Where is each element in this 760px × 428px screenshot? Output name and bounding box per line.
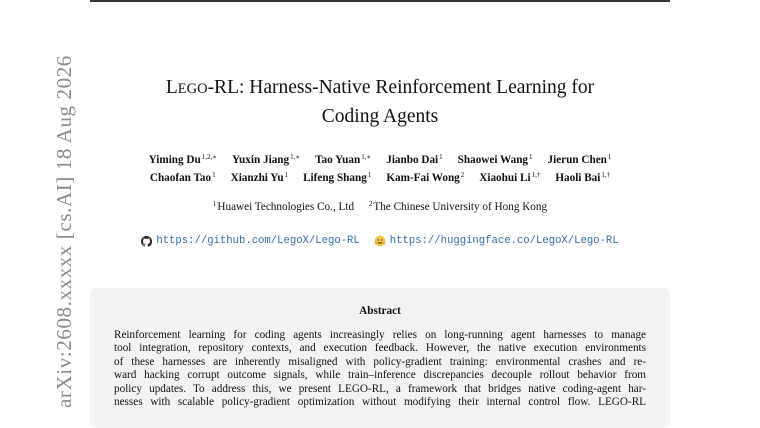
affiliation: $^1$Huawei Technologies Co., Ltd	[212, 200, 355, 213]
author: Xiaohui $Li^{1,\dagger}$	[479, 171, 541, 184]
title-line-1-rest: -RL: Harness-Native Reinforcement Learning for	[207, 77, 595, 98]
title-line-2: Coding Agents	[321, 106, 439, 127]
github-url: https://github.com/LegoX/Lego-RL	[156, 235, 360, 247]
author: Jierun Chen$^1$	[547, 153, 612, 166]
abstract-line: Reinforcement learning for coding agents increasingly relies on long-running agent harnesses to manage	[114, 329, 646, 341]
abstract-text	[114, 329, 646, 409]
top-rule	[90, 0, 670, 2]
author: Yuxin Jiang$^{1,∗}$	[232, 153, 301, 166]
author: Chaofan Tao$^1$	[149, 171, 216, 184]
title-sc-rest: EGO	[177, 81, 208, 97]
paper-title	[90, 74, 670, 130]
author: Lifeng Shang$^1$	[303, 171, 372, 184]
github-icon	[141, 236, 152, 247]
affiliations	[90, 200, 670, 213]
author: Yiming $Du^{1,2,∗}$	[148, 153, 217, 166]
abstract-line: ward hacking corrupt outcome signals, while train–inference discrepancies decouple rollout behavior from	[114, 369, 646, 382]
author-row-2	[90, 168, 670, 186]
author: Kam-Fai Wong$^2$	[386, 171, 465, 184]
affiliation: $^2$The Chinese University of Hong Kong	[368, 200, 548, 213]
abstract-line: nesses with scalable policy-gradient optimization without modifying their internal control flow. LEGO-RL	[114, 396, 646, 409]
abstract-line: policy updates. To address this, we present LEGO-RL, a framework that bridges native coding-agent har-	[114, 382, 646, 395]
abstract-line: of these harnesses are inherently misaligned with policy-gradient training: environmental crashes and re-	[114, 355, 646, 368]
abstract-line: tool integration, repository contexts, and execution feedback. However, the native execution environments	[114, 342, 646, 355]
author: Xianzhi Yu$^1$	[230, 171, 289, 184]
arxiv-stamp: arXiv:2608.xxxxx [cs.AI] 18 Aug 2026	[52, 55, 76, 408]
huggingface-url: https://huggingface.co/LegoX/Lego-RL	[389, 235, 619, 247]
author: Tao Yuan$^{1,∗}$	[315, 153, 372, 166]
abstract-heading: Abstract	[359, 305, 401, 317]
title-line-1	[90, 74, 670, 103]
abstract-box	[90, 288, 670, 428]
title-sc-initial: L	[165, 77, 178, 98]
author-row-1	[90, 150, 670, 168]
author-list	[90, 150, 670, 186]
huggingface-link[interactable]	[374, 235, 619, 247]
github-link[interactable]	[141, 235, 359, 247]
author: Shaowei Wang$^1$	[457, 153, 533, 166]
huggingface-icon	[374, 235, 386, 247]
author: Jianbo Dai$^1$	[386, 153, 443, 166]
resource-links	[90, 235, 670, 247]
author: Haoli Bai$^{1,\dagger}$	[555, 171, 611, 184]
